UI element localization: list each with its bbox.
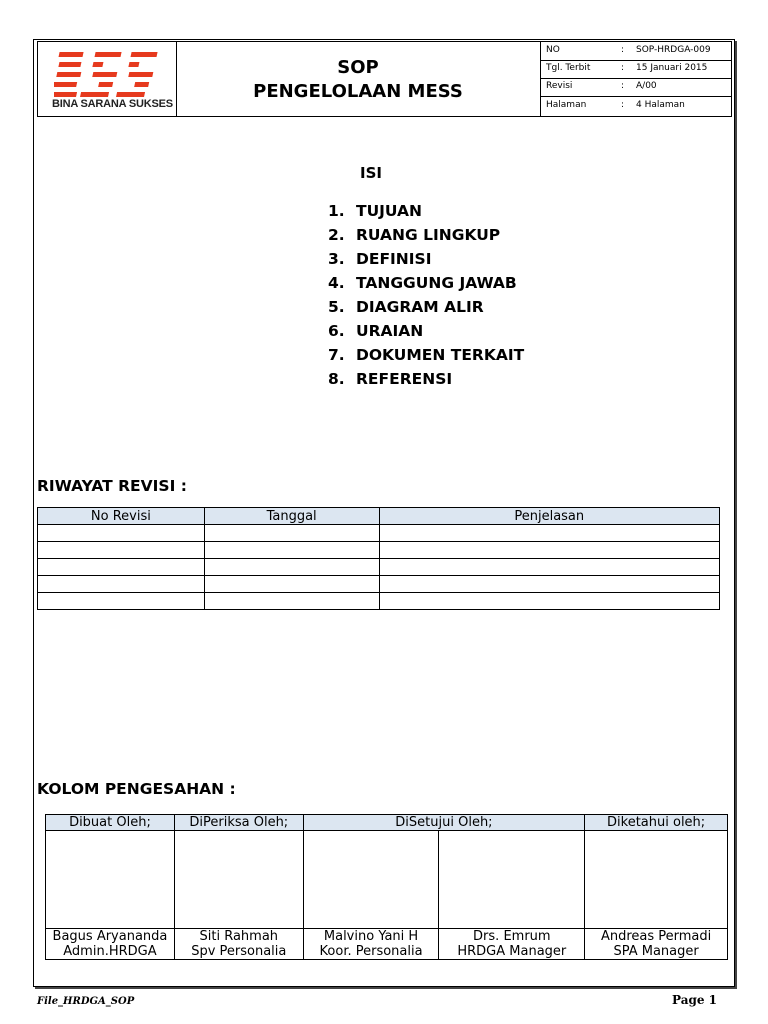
logo-text: BINA SARANA SUKSES (52, 98, 173, 110)
signature-box (174, 831, 303, 929)
approval-table (45, 814, 728, 960)
group-dibuat: Dibuat Oleh; (46, 815, 175, 831)
table-row (38, 559, 720, 576)
toc-num: 7. (328, 346, 345, 364)
meta-key: Halaman (546, 100, 587, 110)
toc-num: 2. (328, 226, 345, 244)
meta-sep: : (621, 45, 625, 55)
table-row (38, 525, 720, 542)
table-cell (204, 576, 379, 593)
title-cell (176, 42, 541, 116)
toc-label: REFERENSI (356, 370, 453, 388)
signer-role: Spv Personalia (174, 944, 303, 960)
signature-box (303, 831, 439, 929)
toc-label: RUANG LINGKUP (356, 226, 501, 244)
toc-item (328, 367, 524, 391)
meta-value: SOP-HRDGA-009 (636, 45, 711, 55)
meta-sep: : (621, 81, 625, 91)
toc-label: DEFINISI (356, 250, 432, 268)
signer-name: Malvino Yani H (303, 929, 439, 945)
signer-name: Drs. Emrum (439, 929, 585, 945)
toc-label: TANGGUNG JAWAB (356, 274, 517, 292)
meta-key: NO (546, 45, 560, 55)
signer-role: Admin.HRDGA (46, 944, 175, 960)
footer-page-number: Page 1 (672, 993, 718, 1007)
toc-label: TUJUAN (356, 202, 423, 220)
toc-num: 4. (328, 274, 345, 292)
meta-row-no (541, 42, 731, 61)
signature-box (585, 831, 728, 929)
meta-sep: : (621, 100, 625, 110)
signer-role: SPA Manager (585, 944, 728, 960)
revision-heading: RIWAYAT REVISI : (37, 477, 187, 495)
toc-num: 5. (328, 298, 345, 316)
signature-box (46, 831, 175, 929)
bss-logo-icon (54, 50, 162, 98)
revision-table (37, 507, 720, 610)
toc-item (328, 271, 524, 295)
group-diperiksa: DiPeriksa Oleh; (174, 815, 303, 831)
meta-value: 4 Halaman (636, 100, 685, 110)
signer-name: Siti Rahmah (174, 929, 303, 945)
table-cell (38, 525, 205, 542)
toc-item (328, 247, 524, 271)
table-cell (204, 542, 379, 559)
footer-file-name: File_HRDGA_SOP (37, 996, 135, 1007)
table-cell (379, 593, 720, 610)
group-disetujui: DiSetujui Oleh; (303, 815, 585, 831)
col-no-revisi: No Revisi (38, 508, 205, 525)
toc-item (328, 223, 524, 247)
toc-label: URAIAN (356, 322, 424, 340)
table-row (38, 576, 720, 593)
signer-name: Andreas Permadi (585, 929, 728, 945)
table-cell (379, 576, 720, 593)
table-cell (204, 559, 379, 576)
toc-item (328, 199, 524, 223)
meta-value: A/00 (636, 81, 657, 91)
signer-name-row (46, 929, 728, 945)
toc-item (328, 319, 524, 343)
revision-header-row (38, 508, 720, 525)
table-cell (38, 559, 205, 576)
table-cell (38, 576, 205, 593)
signature-row (46, 831, 728, 929)
toc-list (328, 199, 524, 391)
table-cell (379, 525, 720, 542)
meta-row-terbit (541, 60, 731, 79)
toc-title: ISI (360, 164, 382, 182)
signature-box (439, 831, 585, 929)
doc-title-line1: SOP (337, 57, 379, 78)
toc-item (328, 295, 524, 319)
table-cell (204, 593, 379, 610)
toc-item (328, 343, 524, 367)
doc-title-line2: PENGELOLAAN MESS (253, 81, 463, 102)
table-cell (38, 593, 205, 610)
group-diketahui: Diketahui oleh; (585, 815, 728, 831)
meta-row-revisi (541, 78, 731, 97)
signer-name: Bagus Aryananda (46, 929, 175, 945)
toc-label: DOKUMEN TERKAIT (356, 346, 525, 364)
toc-num: 3. (328, 250, 345, 268)
meta-sep: : (621, 63, 625, 73)
toc-num: 1. (328, 202, 345, 220)
toc-num: 6. (328, 322, 345, 340)
signer-role: Koor. Personalia (303, 944, 439, 960)
table-cell (204, 525, 379, 542)
col-tanggal: Tanggal (204, 508, 379, 525)
toc-label: DIAGRAM ALIR (356, 298, 484, 316)
document-header (37, 41, 732, 117)
table-cell (38, 542, 205, 559)
meta-key: Tgl. Terbit (546, 63, 591, 73)
logo-cell (38, 42, 177, 116)
signer-role: HRDGA Manager (439, 944, 585, 960)
table-cell (379, 559, 720, 576)
signer-role-row (46, 944, 728, 960)
meta-row-halaman (541, 97, 731, 115)
table-row (38, 542, 720, 559)
table-cell (379, 542, 720, 559)
col-penjelasan: Penjelasan (379, 508, 720, 525)
approval-header-row (46, 815, 728, 831)
doc-meta (541, 42, 731, 116)
approval-heading: KOLOM PENGESAHAN : (37, 780, 236, 798)
table-row (38, 593, 720, 610)
meta-key: Revisi (546, 81, 573, 91)
toc-num: 8. (328, 370, 345, 388)
meta-value: 15 Januari 2015 (636, 63, 708, 73)
